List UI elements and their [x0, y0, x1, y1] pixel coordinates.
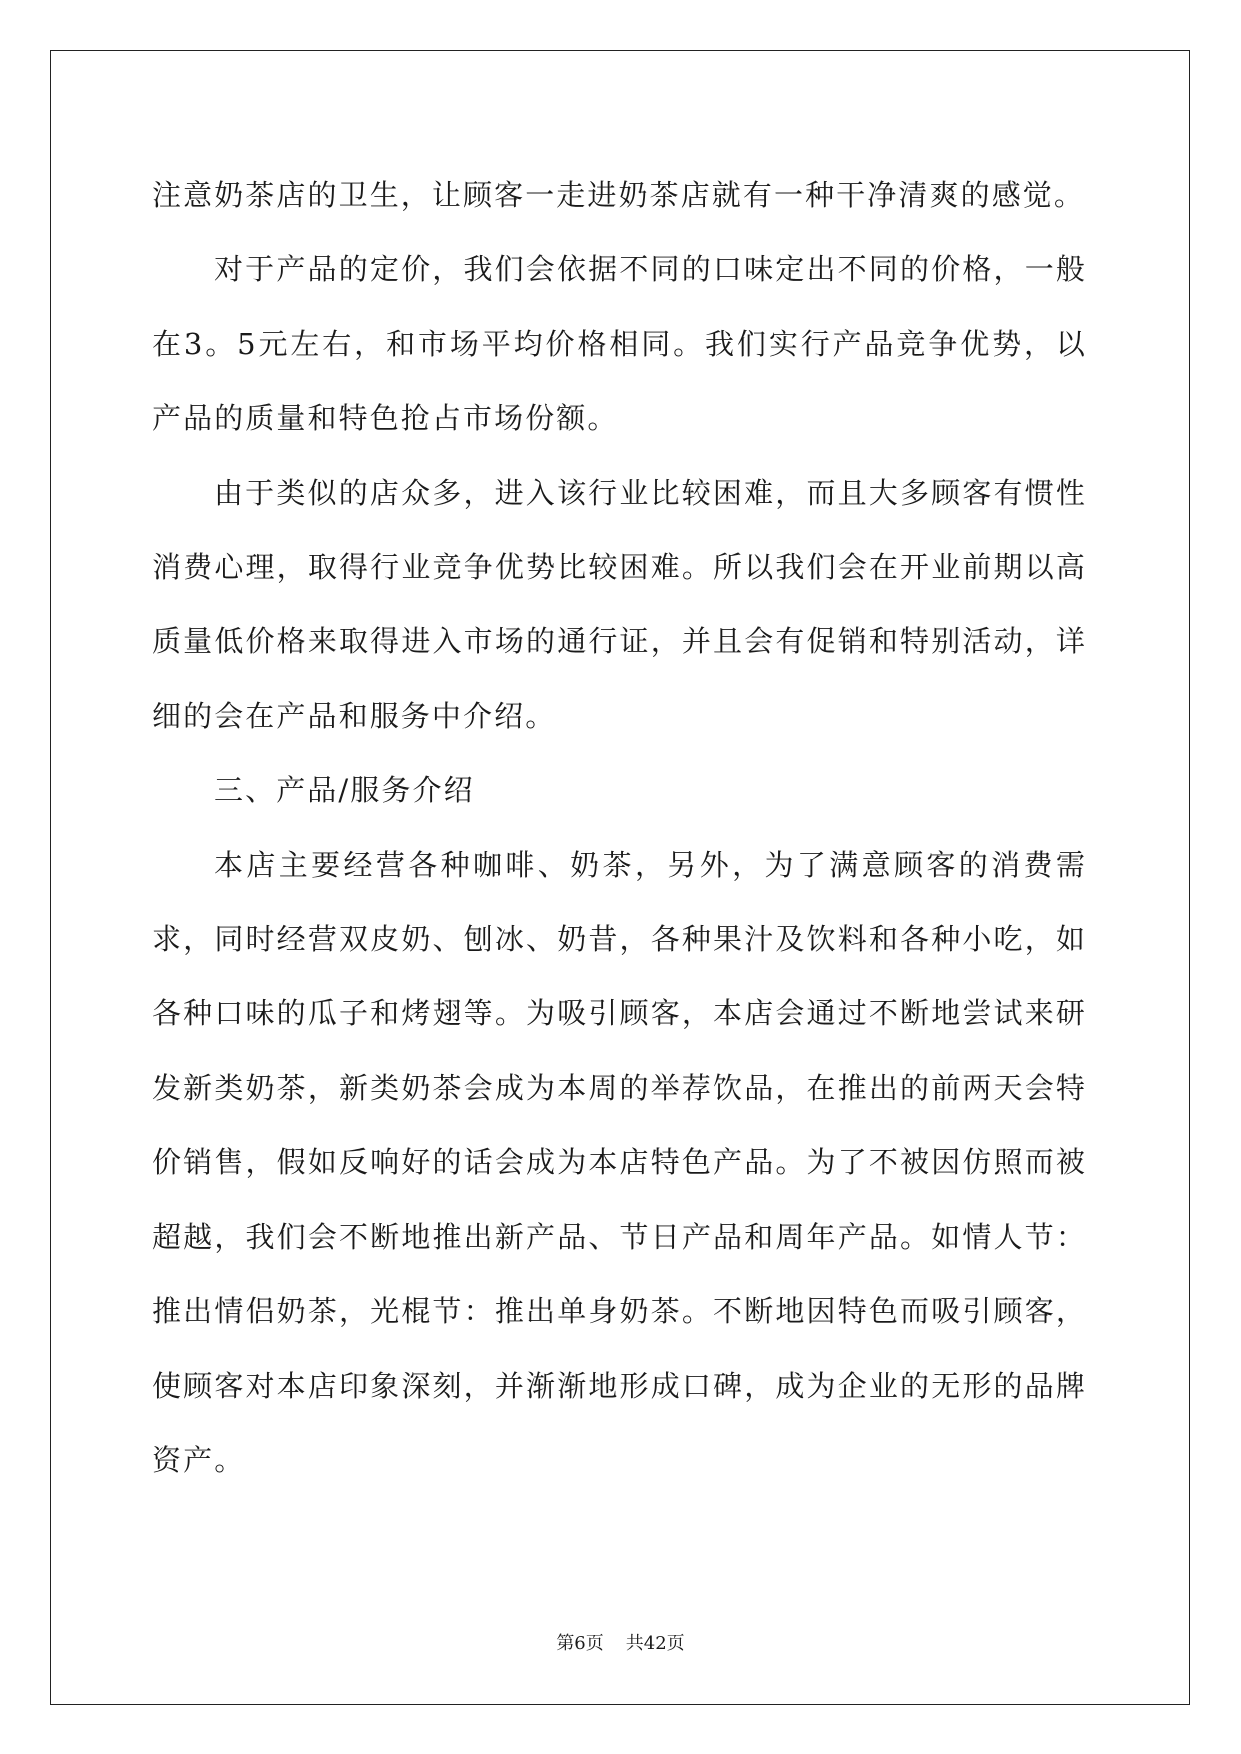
paragraph-products: 本店主要经营各种咖啡、奶茶，另外，为了满意顾客的消费需求，同时经营双皮奶、刨冰、奶昔，各种果汁及饮料和各种小吃，如各种口味的瓜子和烤翅等。为吸引顾客，本店会通过不断地尝试来研发新类奶茶，新类奶茶会成为本周的举荐饮品，在推出的前两天会特价销售，假如反响好的话会成为本店特色产品。为了不被因仿照而被超越，我们会不断地推出新产品、节日产品和周年产品。如情人节：推出情侣奶茶，光棍节：推出单身奶茶。不断地因特色而吸引顾客，使顾客对本店印象深刻，并渐渐地形成口碑，成为企业的无形的品牌资产。 [152, 847, 1087, 1477]
document-body [152, 158, 1087, 1497]
paragraph-market-entry: 由于类似的店众多，进入该行业比较困难，而且大多顾客有惯性消费心理，取得行业竞争优势比较困难。所以我们会在开业前期以高质量低价格来取得进入市场的通行证，并且会有促销和特别活动，详细的会在产品和服务中介绍。 [152, 475, 1087, 733]
section-heading: 三、产品/服务介绍 [214, 773, 475, 808]
paragraph-pricing: 对于产品的定价，我们会依据不同的口味定出不同的价格，一般在3。5元左右，和市场平均价格相同。我们实行产品竞争优势，以产品的质量和特色抢占市场份额。 [152, 252, 1087, 436]
paragraph-hygiene: 注意奶茶店的卫生，让顾客一走进奶茶店就有一种干净清爽的感觉。 [152, 178, 1086, 212]
page-number: 第6页 [556, 1633, 604, 1654]
page-footer [0, 1632, 1241, 1656]
page-total: 共42页 [625, 1633, 685, 1654]
